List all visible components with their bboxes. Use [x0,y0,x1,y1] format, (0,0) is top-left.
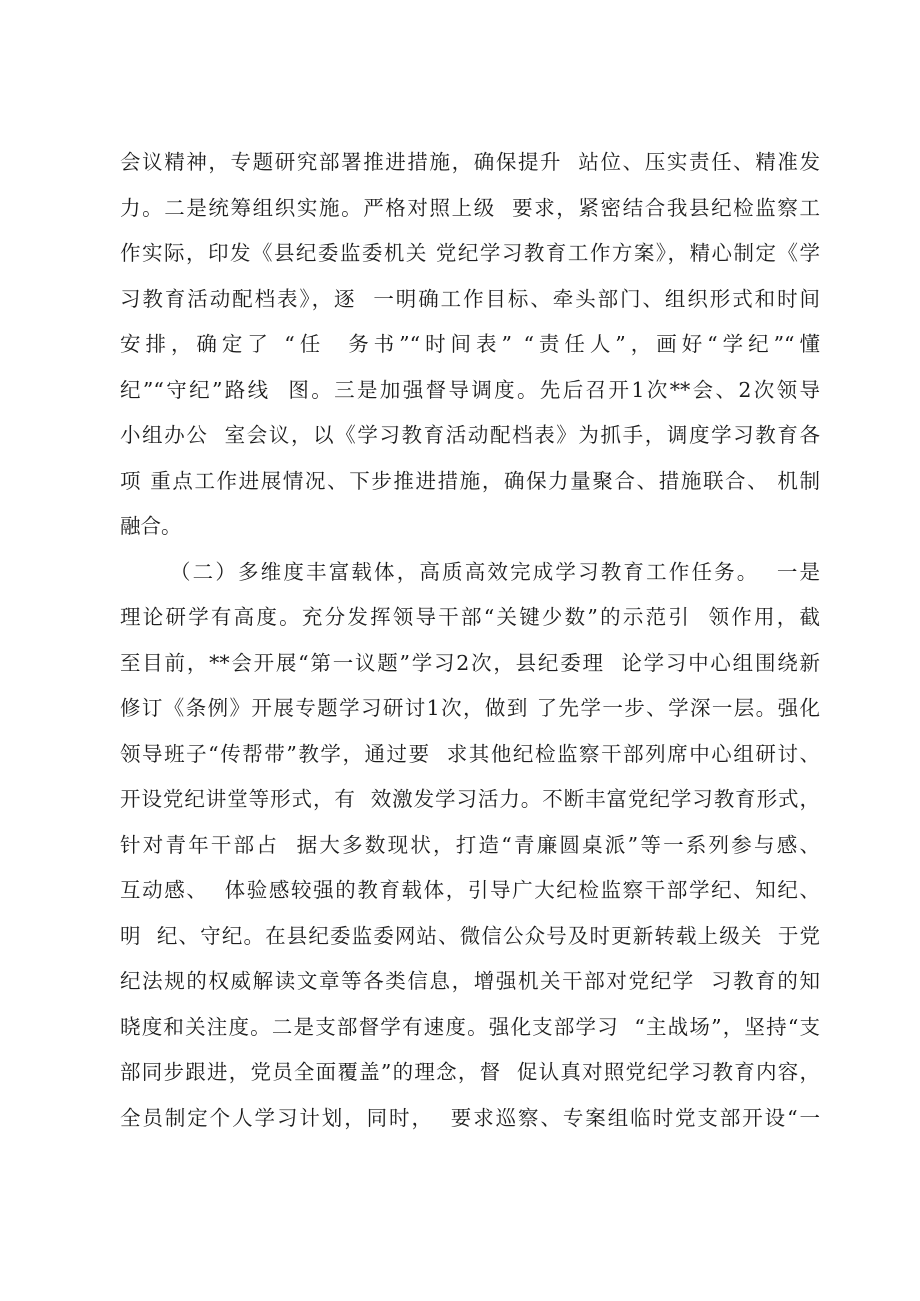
section-heading-line: （二）多维度丰富载体，高质高效完成学习教育工作任务。 一是 [170,559,820,584]
text-line: 力。二是统筹组织实施。严格对照上级 要求，紧密结合我县纪检监察工 [120,195,820,220]
text-line: 明 纪、守纪。在县纪委监委网站、微信公众号及时更新转载上级关 于党 [120,923,820,948]
text-line: 开设党纪讲堂等形式，有 效激发学习活力。不断丰富党纪学习教育形式， [120,787,820,811]
text-line: 互动感、 体验感较强的教育载体，引导广大纪检监察干部学纪、知纪、 [120,878,820,902]
text-line: 针对青年干部占 据大多数现状，打造“青廉圆桌派”等一系列参与感、 [120,832,820,857]
text-line: 融合。 [120,514,182,538]
text-line: 领导班子“传帮带”教学，通过要 求其他纪检监察干部列席中心组研讨、 [120,741,820,766]
text-line: 理论研学有高度。充分发挥领导干部“关键少数”的示范引 领作用，截 [120,605,820,629]
text-line: 部同步跟进，党员全面覆盖”的理念，督 促认真对照党纪学习教育内容， [120,1060,820,1084]
text-line: 小组办公 室会议，以《学习教育活动配档表》为抓手，调度学习教育各 [120,423,820,447]
text-line: 晓度和关注度。二是支部督学有速度。强化支部学习 “主战场”，坚持“支 [120,1014,820,1039]
text-line: 项 重点工作进展情况、下步推进措施，确保力量聚合、措施联合、 机制 [120,468,820,493]
text-line: 会议精神，专题研究部署推进措施，确保提升 站位、压实责任、精准发 [120,150,820,174]
text-line: 至目前，**会开展“第一议题”学习2次，县纪委理 论学习中心组围绕新 [120,650,820,675]
text-line: 作实际，印发《县纪委监委机关 党纪学习教育工作方案》，精心制定《学 [120,241,820,265]
text-line: 纪”“守纪”路线 图。三是加强督导调度。先后召开1次**会、2次领导 [120,377,820,402]
text-line: 安排，确定了 “任 务书”“时间表” “责任人”，画好“学纪”“懂 [120,332,820,356]
text-line: 纪法规的权威解读文章等各类信息，增强机关干部对党纪学 习教育的知 [120,969,820,993]
text-line: 修订《条例》开展专题学习研讨1次，做到 了先学一步、学深一层。强化 [120,696,820,720]
text-line: 全员制定个人学习计划，同时， 要求巡察、专案组临时党支部开设“一 [120,1105,820,1130]
text-line: 习教育活动配档表》，逐 一明确工作目标、牵头部门、组织形式和时间 [120,286,820,311]
document-body [120,140,820,1141]
